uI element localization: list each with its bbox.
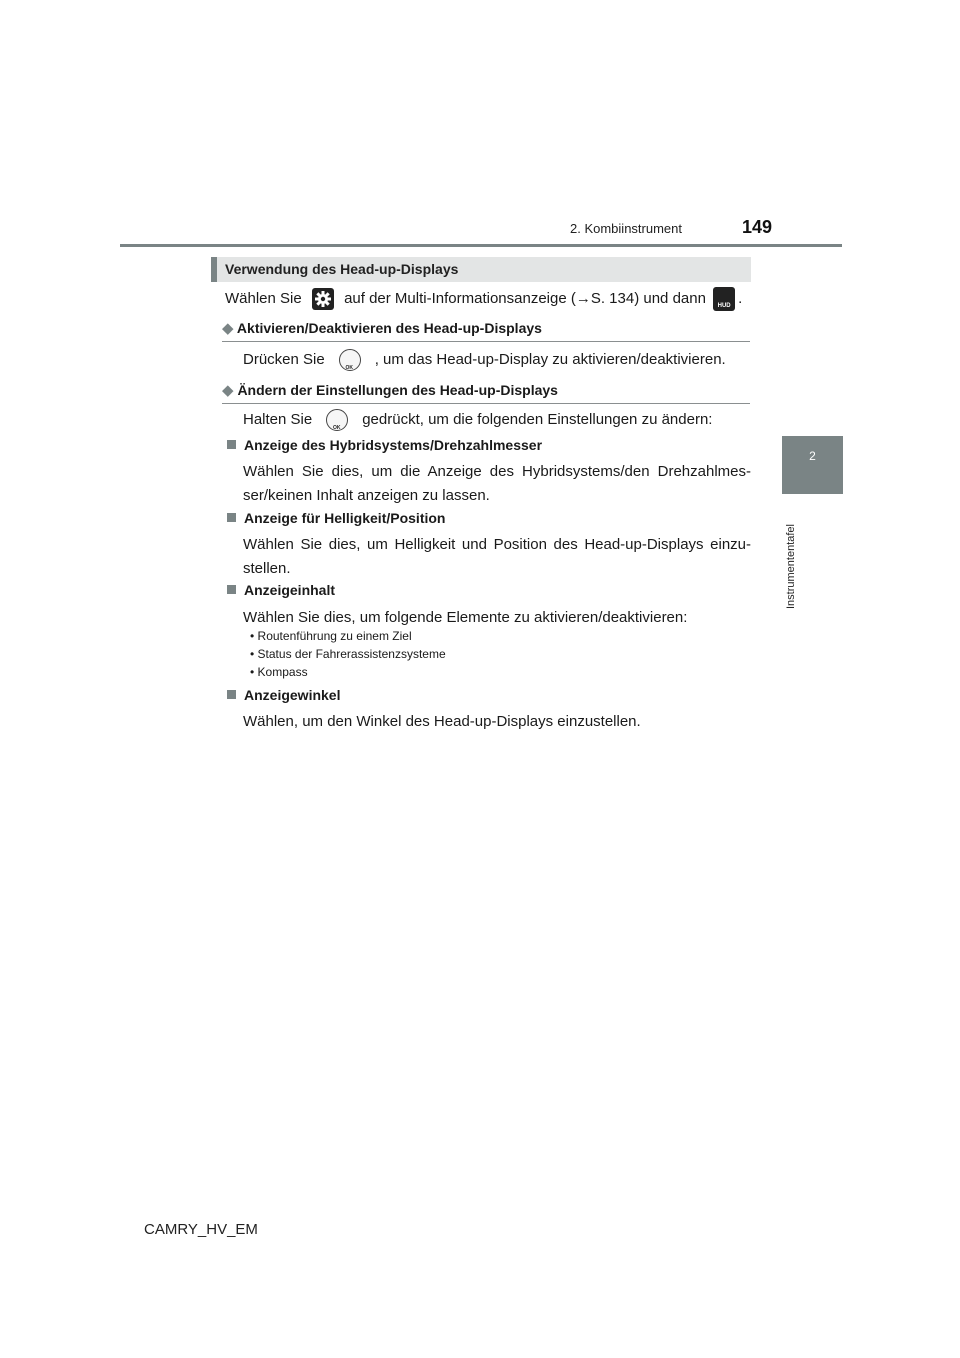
- ok-button-icon: [326, 409, 348, 431]
- page-number: 149: [742, 217, 773, 237]
- footer-code: CAMRY_HV_EM: [144, 1221, 258, 1238]
- subheading-settings-title: Ändern der Einstellungen des Head-up-Displays: [237, 382, 558, 398]
- chapter-tab-label: Instrumententafel: [785, 524, 797, 609]
- item-heading: [227, 510, 445, 526]
- intro-text-3: S. 134) und dann: [590, 290, 706, 307]
- chapter-tab-number: 2: [809, 449, 816, 463]
- settings-text-1: Halten Sie: [243, 411, 313, 428]
- subheading-settings: [222, 381, 558, 399]
- header-rule: [120, 244, 842, 247]
- intro-text-2: auf der Multi-Informationsanzeige (: [344, 290, 576, 307]
- hud-icon: [713, 287, 735, 311]
- list-item-text: Kompass: [257, 665, 308, 679]
- item-description: Wählen Sie dies, um Helligkeit und Position des Head-up-Displays einzu-stellen.: [243, 536, 751, 577]
- item-title: Anzeige des Hybridsystems/Drehzahlmesser: [244, 437, 543, 453]
- section-title: Verwendung des Head-up-Displays: [225, 261, 459, 277]
- item-heading: [227, 687, 340, 703]
- subheading-activate-title: Aktivieren/Deaktivieren des Head-up-Displays: [236, 320, 542, 336]
- hud-icon-label: HUD: [717, 303, 731, 310]
- chapter-title: 2. Kombiinstrument: [570, 221, 682, 236]
- subheading-rule: [222, 341, 750, 342]
- item-title: Anzeigewinkel: [244, 687, 341, 703]
- item-heading: [227, 582, 335, 598]
- list-item: • Routenführung zu einem Ziel: [250, 629, 412, 643]
- intro-line: [225, 287, 742, 311]
- diamond-icon: ◆: [222, 320, 234, 337]
- settings-text-2: gedrückt, um die folgenden Einstellungen zu ändern:: [362, 411, 713, 428]
- activate-instruction: [243, 348, 726, 372]
- list-item: • Kompass: [250, 665, 308, 679]
- item-title: Anzeigeinhalt: [244, 582, 336, 598]
- item-title: Anzeige für Helligkeit/Position: [244, 510, 446, 526]
- settings-instruction: [243, 408, 712, 432]
- chapter-tab: [782, 436, 843, 494]
- subheading-rule: [222, 403, 750, 404]
- section-header-bar: [211, 257, 217, 282]
- activate-text-2: , um das Head-up-Display zu aktivieren/deaktivieren.: [374, 351, 726, 368]
- square-bullet-icon: [227, 440, 236, 449]
- square-bullet-icon: [227, 585, 236, 594]
- intro-text-1: Wählen Sie: [225, 290, 302, 307]
- diamond-icon: ◆: [222, 382, 234, 399]
- list-item: • Status der Fahrerassistenzsysteme: [250, 647, 446, 661]
- list-item-text: Routenführung zu einem Ziel: [257, 629, 412, 643]
- square-bullet-icon: [227, 513, 236, 522]
- ok-label: OK: [332, 425, 341, 432]
- activate-text-1: Drücken Sie: [243, 351, 325, 368]
- item-heading: [227, 437, 542, 453]
- subheading-activate: [222, 319, 542, 337]
- item-description: Wählen Sie dies, um folgende Elemente zu aktivieren/deaktivieren:: [243, 609, 688, 626]
- ok-button-icon: [339, 349, 361, 371]
- intro-text-4: .: [738, 290, 743, 307]
- arrow-glyph: →: [575, 290, 591, 307]
- item-description: Wählen, um den Winkel des Head-up-Displays einzustellen.: [243, 713, 641, 730]
- square-bullet-icon: [227, 690, 236, 699]
- list-item-text: Status der Fahrerassistenzsysteme: [257, 647, 446, 661]
- gear-icon: [312, 288, 334, 310]
- section-header: [211, 257, 751, 282]
- ok-label: OK: [345, 365, 353, 372]
- item-description: Wählen Sie dies, um die Anzeige des Hybridsystems/den Drehzahlmes-ser/keinen Inhalt anzeigen zu lassen.: [243, 463, 751, 504]
